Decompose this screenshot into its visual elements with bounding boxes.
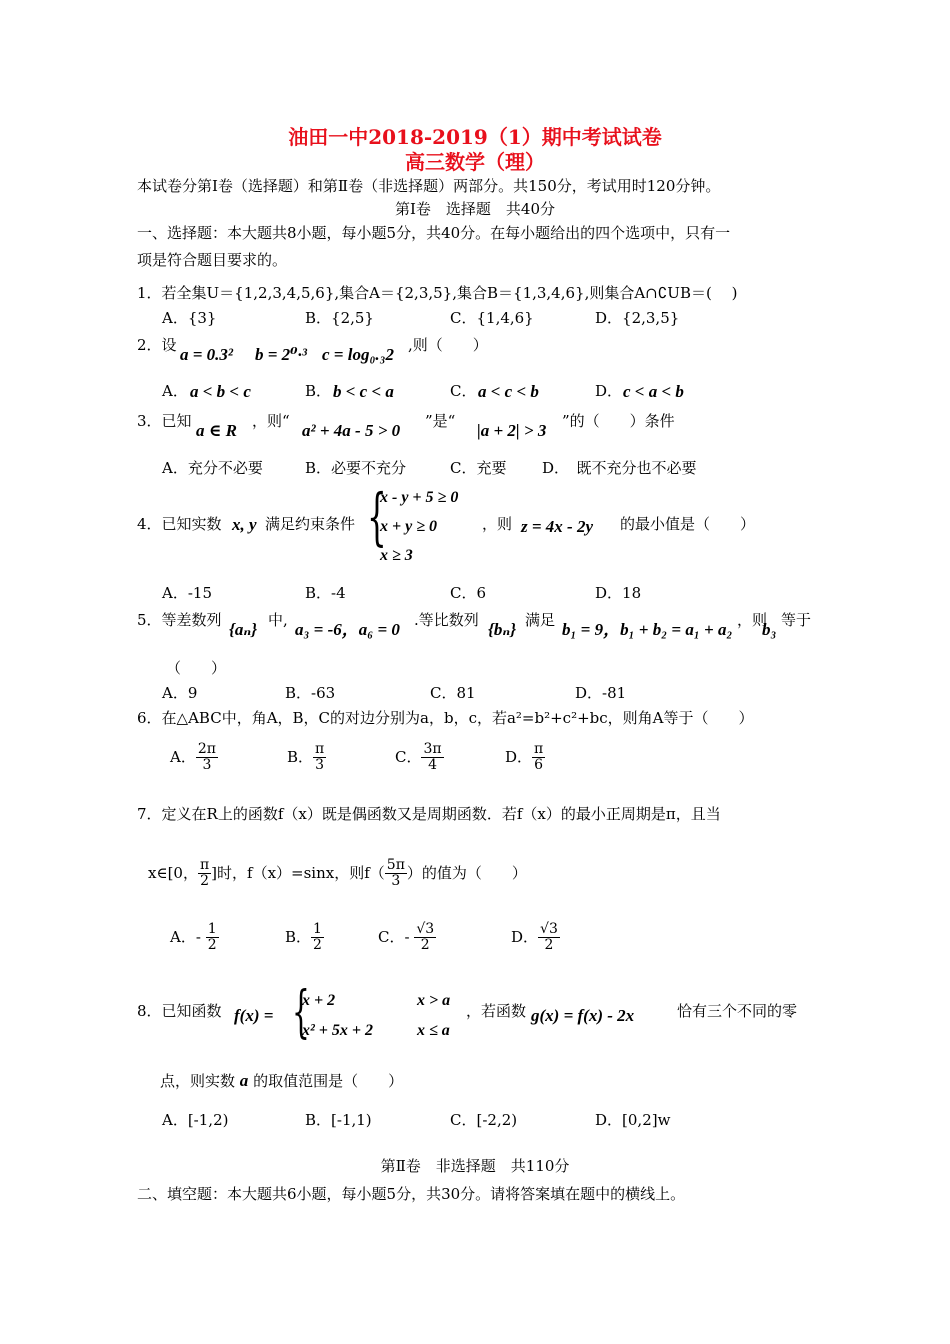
q8-label: 8．已知函数 <box>137 1002 222 1020</box>
q8-case2-cond: x ≤ a <box>417 1022 450 1039</box>
q7-option-a-sign: - <box>195 927 201 946</box>
q2-option-a-label: A． <box>162 382 188 400</box>
exam-intro: 本试卷分第Ⅰ卷（选择题）和第Ⅱ卷（非选择题）两部分。共150分，考试用时120分钟。 <box>137 177 721 195</box>
q5-mid4: ，则 <box>737 611 768 629</box>
q2-option-b-label: B． <box>305 382 332 400</box>
q5-mid2: .等比数列 <box>414 611 479 629</box>
q3-option-c: C．充要 <box>450 459 507 477</box>
q6-option-a-label: A． <box>170 747 196 766</box>
exam-subtitle: 高三数学（理） <box>405 150 545 174</box>
q3-option-a: A．充分不必要 <box>162 459 263 477</box>
q4-option-d: D．18 <box>595 584 642 602</box>
q1-option-d: D．{2,3,5} <box>595 309 680 327</box>
q3-cond-abs: |a + 2| > 3 <box>477 421 547 440</box>
q5-label: 5．等差数列 <box>137 611 222 629</box>
q2-option-b: b < c < a <box>333 382 394 401</box>
q8-line2-end: 的取值范围是（ ） <box>253 1072 404 1090</box>
q5-seq-b: {bₙ} <box>488 620 517 639</box>
q5-option-b: B．-63 <box>285 684 336 702</box>
q6-option-d <box>505 742 545 774</box>
q2-a-def: a = 0.3² <box>180 345 234 364</box>
q6-option-a-frac: $\frac{2\pi}{3}$ <box>197 741 216 774</box>
q5-tail: 等于 <box>781 611 812 629</box>
q4-then: ，则 <box>482 515 513 533</box>
q5-option-d: D．-81 <box>575 684 627 702</box>
q7-option-c-sign: - <box>404 927 410 946</box>
q3-cond-a-in-r: a ∈ R <box>196 421 237 440</box>
q5-mid3: 满足 <box>525 611 556 629</box>
q7-line1: 7．定义在R上的函数f（x）既是偶函数又是周期函数．若f（x）的最小正周期是π，且当 <box>137 805 721 823</box>
q5-b3: b₃ <box>762 620 777 639</box>
q2-option-c-label: C． <box>450 382 477 400</box>
q4-vars: x, y <box>232 515 257 534</box>
q2-option-d: c < a < b <box>623 382 684 401</box>
q3-option-d: D． 既不充分也不必要 <box>542 459 697 477</box>
part1-heading: 第Ⅰ卷 选择题 共40分 <box>394 200 555 218</box>
q7-option-b-label: B． <box>285 927 312 946</box>
q4-constraint-2: x + y ≥ 0 <box>380 518 437 535</box>
q8-var-a: a <box>239 1071 249 1090</box>
q7-question-end: ）的值为（ ） <box>406 863 527 882</box>
section1-instructions-line2: 项是符合题目要求的。 <box>137 251 288 269</box>
section2-instructions: 二、填空题：本大题共6小题，每小题5分，共30分。请将答案填在题中的横线上。 <box>137 1185 686 1203</box>
q6-option-c <box>395 742 444 774</box>
q6-option-b-frac: $\frac{\pi}{3}$ <box>315 741 325 774</box>
q6-option-b-label: B． <box>287 747 314 766</box>
q6-option-b <box>287 742 326 774</box>
q2-label: 2．设 <box>137 336 177 354</box>
q3-label: 3．已知 <box>137 412 192 430</box>
q8-line2 <box>160 1071 403 1091</box>
part2-heading: 第Ⅱ卷 非选择题 共110分 <box>380 1157 570 1175</box>
q8-option-c: C．[-2,2) <box>450 1111 518 1129</box>
q2-c-def: c = log₀.₃2 <box>322 345 395 364</box>
q8-line2-start: 点，则实数 <box>160 1072 236 1090</box>
q5-cond-b: b₁ = 9，b₁ + b₂ = a₁ + a₂ <box>562 620 733 639</box>
q8-fx: f(x) = <box>234 1006 274 1025</box>
q6-option-c-frac: $\frac{3\pi}{4}$ <box>423 741 442 774</box>
q2-tail: ,则（ ） <box>408 336 488 354</box>
q4-constraint-1: x - y + 5 ≥ 0 <box>380 489 459 506</box>
section1-instructions-line1: 一、选择题：本大题共8小题，每小题5分，共40分。在每小题给出的四个选项中，只有一 <box>137 224 731 242</box>
q4-option-b: B．-4 <box>305 584 346 602</box>
q7-domain-start: x∈[0， <box>148 863 198 882</box>
q6-stem: 6．在△ABC中，角A，B，C的对边分别为a，b，c，若a²=b²+c²+bc，则角A等于（ ） <box>137 709 754 727</box>
q6-option-d-label: D． <box>505 747 533 766</box>
q7-option-c-frac: $\frac{√3}{2}$ <box>416 921 435 954</box>
q6-option-a <box>170 742 218 774</box>
q6-option-d-frac: $\frac{\pi}{6}$ <box>534 741 544 774</box>
q8-case1-cond: x > a <box>417 992 451 1009</box>
q8-case2-expr: x² + 5x + 2 <box>302 1022 374 1039</box>
exam-title: 油田一中2018-2019（1）期中考试试卷 <box>288 125 662 149</box>
q6-option-c-label: C． <box>395 747 422 766</box>
q7-option-b <box>285 922 324 954</box>
q7-domain-end: ]时，f（x）=sinx，则f（ <box>211 863 385 882</box>
q7-option-d <box>511 922 560 954</box>
q3-mid2: ”是“ <box>425 412 456 430</box>
q1-option-a: A．{3} <box>162 309 217 327</box>
q5-answer-paren: （ ） <box>166 659 227 677</box>
q4-option-c: C．6 <box>450 584 487 602</box>
q4-label: 4．已知实数 <box>137 515 222 533</box>
q7-option-b-frac: $\frac{1}{2}$ <box>313 921 322 954</box>
q4-objective: z = 4x - 2y <box>521 517 594 536</box>
q5-seq-a: {aₙ} <box>229 620 258 639</box>
q8-gx: g(x) = f(x) - 2x <box>531 1006 635 1025</box>
q3-mid1: ，则“ <box>252 412 290 430</box>
q7-option-a <box>170 922 219 954</box>
q7-frac-5pi-3: $\frac{5\pi}{3}$ <box>386 857 405 890</box>
q3-cond-quadratic: a² + 4a - 5 > 0 <box>302 421 401 440</box>
q4-system-brace: { <box>367 480 387 553</box>
q7-option-c-label: C． <box>378 927 405 946</box>
q1-option-b: B．{2,5} <box>305 309 374 327</box>
q1-option-c: C．{1,4,6} <box>450 309 534 327</box>
q7-option-a-frac: $\frac{1}{2}$ <box>207 921 217 954</box>
q2-option-d-label: D． <box>595 382 623 400</box>
q7-option-a-label: A． <box>170 927 196 946</box>
q4-tail: 的最小值是（ ） <box>620 515 756 533</box>
q4-mid: 满足约束条件 <box>265 515 356 533</box>
q7-frac-pi-2: $\frac{\pi}{2}$ <box>199 857 210 890</box>
q7-option-d-label: D． <box>511 927 539 946</box>
q5-cond-a: a₃ = -6，a₆ = 0 <box>295 620 400 639</box>
q7-line2 <box>148 858 527 890</box>
q8-option-b: B．[-1,1) <box>305 1111 372 1129</box>
q7-option-c <box>378 922 436 954</box>
q8-case1-expr: x + 2 <box>302 992 336 1009</box>
q4-constraint-3: x ≥ 3 <box>380 547 413 564</box>
q5-option-a: A．9 <box>162 684 198 702</box>
q8-tail: 恰有三个不同的零 <box>677 1002 798 1020</box>
q8-option-a: A．[-1,2) <box>162 1111 229 1129</box>
q2-option-a: a < b < c <box>190 382 251 401</box>
q3-mid3: ”的（ ）条件 <box>562 412 675 430</box>
q5-mid1: 中, <box>268 611 288 629</box>
q1-stem: 1．若全集U＝{1,2,3,4,5,6},集合A＝{2,3,5},集合B＝{1,3,4,6},则集合A∩∁UB＝( ) <box>137 284 738 302</box>
q3-option-b: B．必要不充分 <box>305 459 407 477</box>
q8-mid: ，若函数 <box>466 1002 527 1020</box>
q8-option-d: D．[0,2]w <box>595 1111 671 1129</box>
q4-option-a: A．-15 <box>162 584 212 602</box>
q2-b-def: b = 2⁰·³ <box>255 345 307 364</box>
q8-piecewise-brace: { <box>292 980 310 1045</box>
q7-option-d-frac: $\frac{√3}{2}$ <box>540 921 558 954</box>
q5-option-c: C．81 <box>430 684 476 702</box>
q2-option-c: a < c < b <box>478 382 539 401</box>
